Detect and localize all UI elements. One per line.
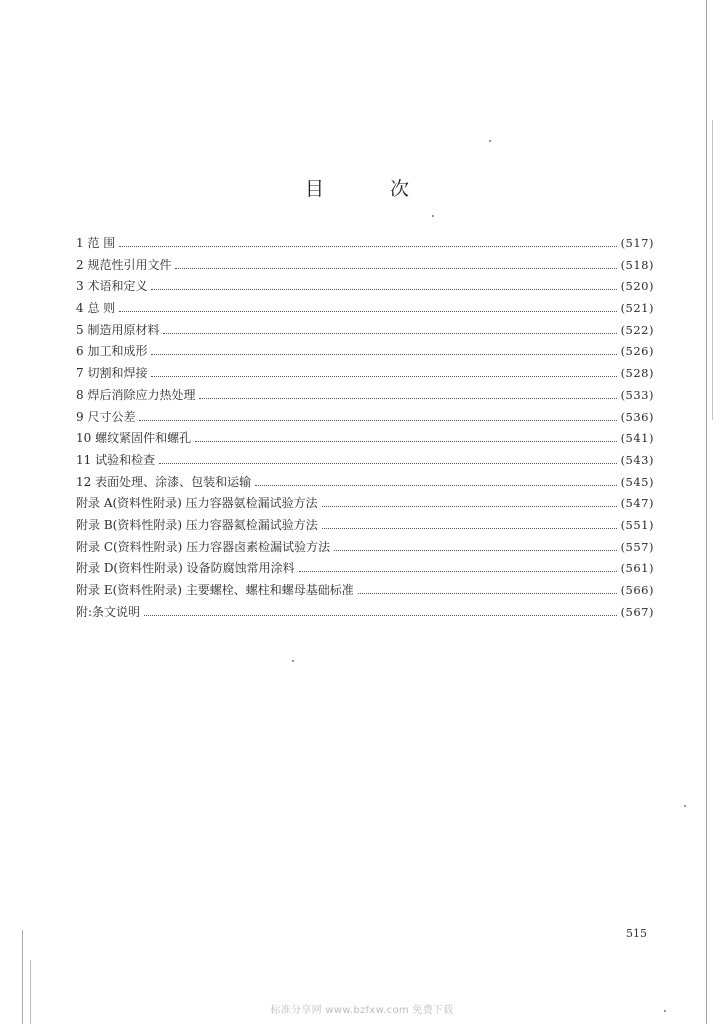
toc-entry-label: 6 加工和成形 — [76, 344, 148, 359]
toc-entry[interactable] — [76, 516, 654, 538]
toc-entry-label: 11 试验和检查 — [76, 452, 156, 467]
toc-entry[interactable] — [76, 408, 654, 430]
toc-dot-leader — [358, 593, 617, 594]
toc-entry[interactable] — [76, 451, 654, 473]
toc-entry[interactable] — [76, 277, 654, 299]
toc-dot-leader — [119, 246, 616, 247]
table-of-contents — [76, 234, 654, 624]
toc-entry-label: 附录 A(资料性附录) 压力容器氨检漏试验方法 — [76, 496, 318, 511]
scan-edge-line — [712, 120, 713, 420]
toc-entry-page: (528) — [620, 366, 654, 381]
scan-speck — [684, 805, 686, 807]
toc-entry-label: 12 表面处理、涂漆、包装和运输 — [76, 474, 252, 489]
toc-entry[interactable] — [76, 234, 654, 256]
scan-edge-line — [706, 0, 707, 1024]
toc-entry-page: (536) — [620, 409, 654, 424]
toc-entry-page: (521) — [620, 301, 654, 316]
toc-entry-label: 附录 E(资料性附录) 主要螺栓、螺柱和螺母基础标准 — [76, 583, 354, 597]
page-title: 目 次 — [304, 178, 440, 200]
toc-entry[interactable] — [76, 494, 654, 516]
toc-entry-page: (567) — [620, 604, 654, 619]
toc-dot-leader — [159, 463, 616, 464]
toc-entry[interactable] — [76, 321, 654, 343]
page-number: 515 — [626, 927, 647, 940]
toc-dot-leader — [322, 506, 617, 507]
toc-entry[interactable] — [76, 538, 654, 560]
toc-entry-page: (566) — [620, 583, 654, 597]
toc-dot-leader — [151, 376, 616, 377]
scan-speck — [489, 140, 491, 142]
toc-entry-page: (518) — [620, 257, 654, 272]
toc-dot-leader — [199, 398, 616, 399]
toc-entry-page: (561) — [620, 561, 654, 576]
toc-entry-page: (533) — [620, 387, 654, 402]
toc-entry-label: 2 规范性引用文件 — [76, 257, 172, 272]
toc-entry[interactable] — [76, 581, 654, 603]
toc-entry-page: (517) — [620, 236, 654, 250]
toc-entry[interactable] — [76, 299, 654, 321]
toc-entry[interactable] — [76, 256, 654, 278]
toc-entry[interactable] — [76, 386, 654, 408]
toc-entry-page: (545) — [620, 474, 654, 489]
toc-entry-page: (541) — [620, 431, 654, 446]
toc-dot-leader — [255, 485, 616, 486]
toc-entry-label: 10 螺纹紧固件和螺孔 — [76, 431, 192, 446]
toc-entry-page: (526) — [620, 344, 654, 359]
toc-entry[interactable] — [76, 429, 654, 451]
toc-entry-page: (557) — [620, 539, 654, 554]
toc-entry-page: (520) — [620, 279, 654, 294]
toc-entry-label: 5 制造用原材料 — [76, 322, 160, 337]
toc-entry-label: 8 焊后消除应力热处理 — [76, 387, 196, 402]
toc-entry[interactable] — [76, 559, 654, 581]
toc-entry-label: 附录 B(资料性附录) 压力容器氦检漏试验方法 — [76, 517, 318, 532]
toc-dot-leader — [299, 571, 617, 572]
toc-dot-leader — [151, 289, 616, 290]
toc-entry-label: 3 术语和定义 — [76, 279, 148, 294]
toc-entry-label: 1 范 围 — [76, 236, 116, 250]
scan-speck — [292, 660, 294, 662]
toc-entry-label: 附录 C(资料性附录) 压力容器卤素检漏试验方法 — [76, 539, 331, 554]
toc-dot-leader — [334, 550, 616, 551]
toc-entry[interactable] — [76, 364, 654, 386]
toc-dot-leader — [119, 311, 616, 312]
toc-entry-page: (551) — [620, 517, 654, 532]
toc-entry-label: 9 尺寸公差 — [76, 409, 136, 424]
toc-entry-label: 7 切割和焊接 — [76, 366, 148, 381]
toc-entry[interactable] — [76, 603, 654, 625]
watermark-text: 标准分享网 www.bzfxw.com 免费下载 — [270, 1005, 454, 1016]
toc-entry[interactable] — [76, 473, 654, 495]
toc-dot-leader — [139, 420, 616, 421]
toc-entry[interactable] — [76, 342, 654, 364]
toc-entry-label: 4 总 则 — [76, 301, 116, 316]
toc-dot-leader — [175, 268, 616, 269]
scan-speck — [432, 215, 434, 217]
toc-dot-leader — [144, 615, 617, 616]
toc-entry-page: (543) — [620, 452, 654, 467]
toc-entry-page: (522) — [620, 322, 654, 337]
toc-dot-leader — [163, 333, 616, 334]
toc-entry-label: 附:条文说明 — [76, 604, 141, 619]
toc-dot-leader — [151, 354, 616, 355]
toc-dot-leader — [195, 441, 616, 442]
toc-entry-label: 附录 D(资料性附录) 设备防腐蚀常用涂料 — [76, 561, 295, 576]
toc-entry-page: (547) — [620, 496, 654, 511]
toc-dot-leader — [322, 528, 617, 529]
